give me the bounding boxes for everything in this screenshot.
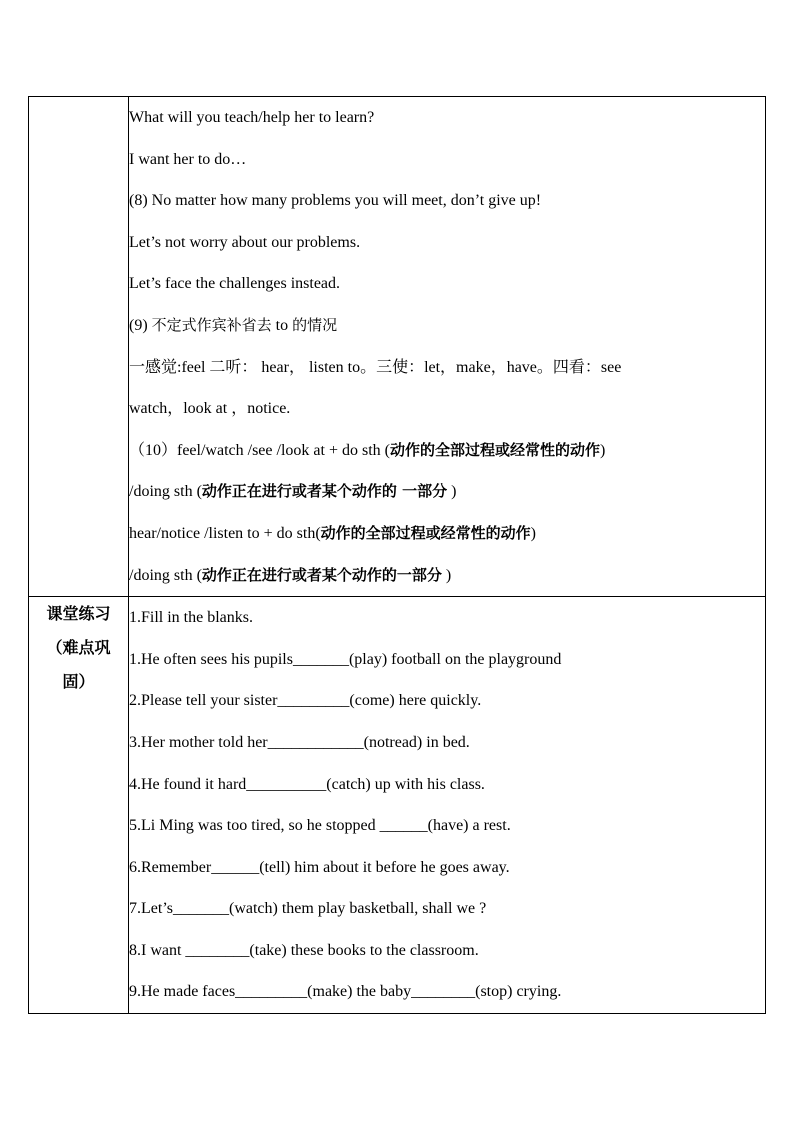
exercise-item: 1.He often sees his pupils_______(play) football on the playground — [129, 650, 562, 668]
note-text: 动作正在进行或者某个动作的 一部分 — [201, 482, 448, 501]
exercise-item: 2.Please tell your sister_________(come) here quickly. — [129, 692, 482, 710]
note-text: to — [271, 316, 293, 334]
exercise-item: 4.He found it hard__________(catch) up with his class. — [129, 775, 485, 793]
note-text: 的情况 — [292, 315, 338, 334]
note-text: ) — [447, 483, 457, 501]
row-label-cell — [29, 597, 129, 1014]
note-line: Let’s face the challenges instead. — [129, 275, 341, 293]
note-text: （10）feel/watch /see /look at + do sth ( — [129, 441, 390, 459]
note-line: Let’s not worry about our problems. — [129, 233, 361, 251]
note-line-9 — [129, 305, 765, 347]
note-text: ) — [441, 566, 452, 584]
note-line — [129, 471, 765, 513]
note-text: 动作的全部过程或经常性的动作 — [389, 440, 600, 459]
table-row — [29, 97, 766, 597]
exercise-cell — [129, 597, 766, 1014]
note-line: What will you teach/help her to learn? — [129, 109, 375, 126]
note-text: ) — [599, 441, 606, 459]
note-line — [129, 555, 765, 597]
note-line — [129, 513, 765, 555]
note-text: /doing sth ( — [129, 483, 202, 501]
lesson-table — [28, 96, 766, 1014]
exercise-heading: 1.Fill in the blanks. — [129, 609, 253, 627]
exercise-item: 3.Her mother told her____________(notread) in bed. — [129, 733, 470, 751]
exercise-item: 6.Remember______(tell) him about it before he goes away. — [129, 858, 510, 876]
note-line-10 — [129, 430, 765, 472]
note-line: (8) No matter how many problems you will meet, don’t give up! — [129, 192, 542, 210]
grammar-notes-cell — [129, 97, 766, 597]
exercise-item: 7.Let’s_______(watch) them play basketball, shall we ? — [129, 900, 487, 918]
exercise-item: 8.I want ________(take) these books to the classroom. — [129, 941, 479, 959]
note-text: 动作正在进行或者某个动作的一部分 — [201, 565, 442, 584]
table-row — [29, 597, 766, 1014]
note-line: 一感觉:feel 二听： hear， listen to。三使：let，make，have。四看：see — [129, 358, 622, 376]
note-text: (9) — [129, 316, 152, 334]
note-text: 不定式作宾补省去 — [151, 315, 272, 334]
exercise-item: 9.He made faces_________(make) the baby________(stop) crying. — [129, 983, 562, 1001]
row-label-cell — [29, 97, 129, 597]
note-text: hear/notice /listen to + do sth( — [129, 524, 321, 542]
note-text: 动作的全部过程或经常性的动作 — [320, 523, 531, 542]
note-text: /doing sth ( — [129, 566, 202, 584]
exercise-item: 5.Li Ming was too tired, so he stopped ______(have) a rest. — [129, 817, 511, 835]
note-line: watch，look at ，notice. — [129, 400, 291, 418]
note-text: ) — [530, 524, 536, 542]
section-label: 课堂练习（难点巩固） — [46, 604, 111, 692]
note-line: I want her to do… — [129, 150, 247, 168]
